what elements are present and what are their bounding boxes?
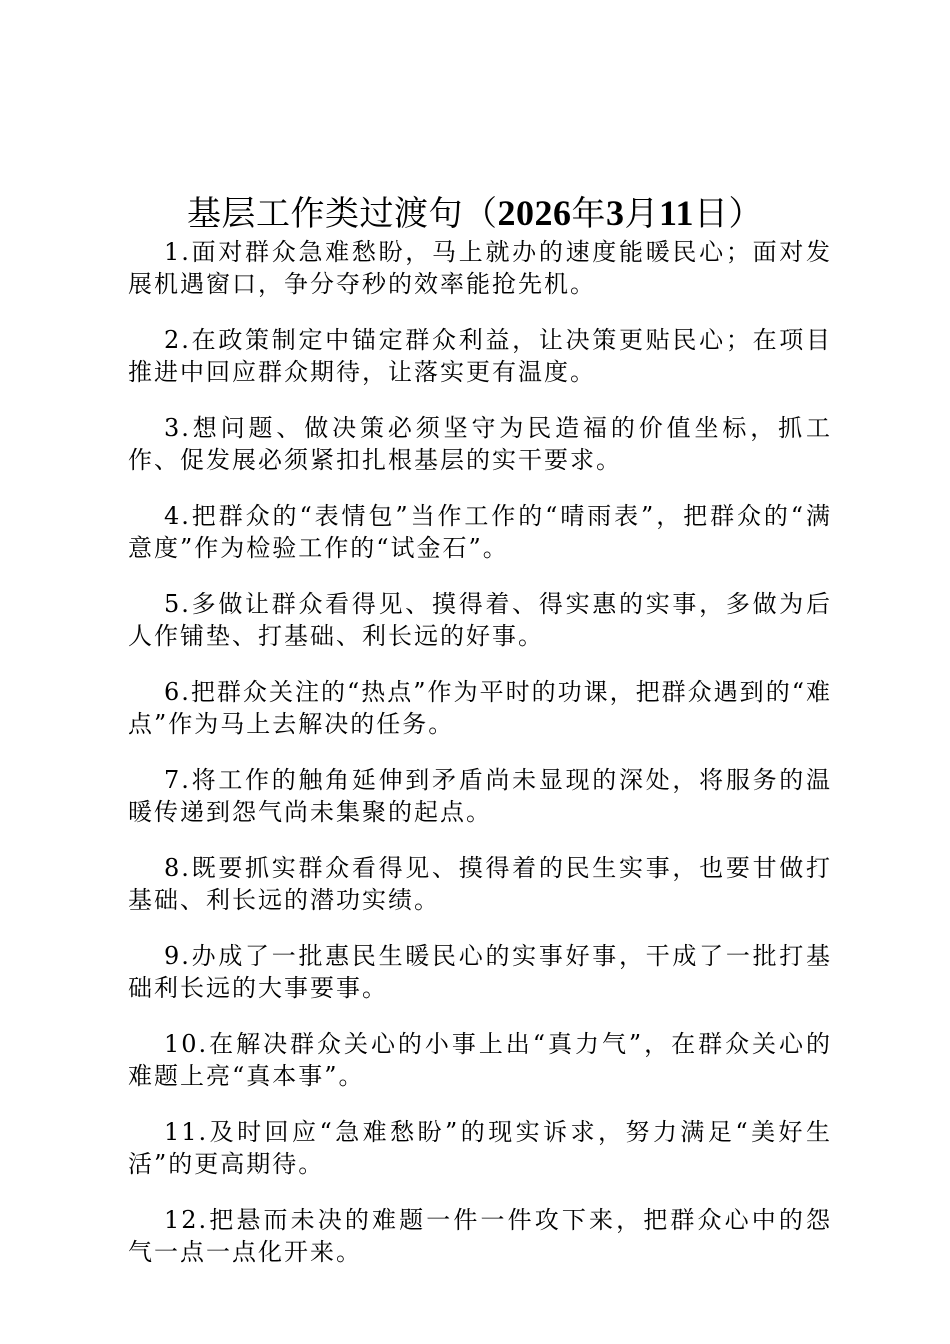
paragraph-6: 6.把群众关注的“热点”作为平时的功课，把群众遇到的“难点”作为马上去解决的任务。 [128,678,832,738]
document-title [0,189,950,238]
paragraph-2: 2.在政策制定中锚定群众利益，让决策更贴民心；在项目推进中回应群众期待，让落实更有温度。 [128,326,832,386]
paragraph-7: 7.将工作的触角延伸到矛盾尚未显现的深处，将服务的温暖传递到怨气尚未集聚的起点。 [128,766,832,826]
paragraph-11: 11.及时回应“急难愁盼”的现实诉求，努力满足“美好生活”的更高期待。 [128,1118,832,1178]
paragraph-10: 10.在解决群众关心的小事上出“真力气”，在群众关心的难题上亮“真本事”。 [128,1030,832,1090]
title-month: 3 [605,192,625,233]
paragraph-12: 12.把悬而未决的难题一件一件攻下来，把群众心中的怨气一点一点化开来。 [128,1206,832,1266]
paragraph-4: 4.把群众的“表情包”当作工作的“晴雨表”，把群众的“满意度”作为检验工作的“试金石”。 [128,502,832,562]
title-day: 11 [658,192,694,233]
title-year-unit: 年 [571,193,606,234]
paragraph-5: 5.多做让群众看得见、摸得着、得实惠的实事，多做为后人作铺垫、打基础、利长远的好事。 [128,590,832,650]
paragraph-3: 3.想问题、做决策必须坚守为民造福的价值坐标，抓工作、促发展必须紧扣扎根基层的实干要求。 [128,414,832,474]
title-suffix: 日） [694,193,763,234]
paragraph-9: 9.办成了一批惠民生暖民心的实事好事，干成了一批打基础利长远的大事要事。 [128,942,832,1002]
paragraph-8: 8.既要抓实群众看得见、摸得着的民生实事，也要甘做打基础、利长远的潜功实绩。 [128,854,832,914]
title-month-unit: 月 [624,193,659,234]
document-body [128,236,832,1292]
title-prefix: 基层工作类过渡句（ [186,193,498,234]
paragraph-1: 1.面对群众急难愁盼，马上就办的速度能暖民心；面对发展机遇窗口，争分夺秒的效率能抢先机。 [128,238,832,298]
title-year: 2026 [497,192,572,233]
